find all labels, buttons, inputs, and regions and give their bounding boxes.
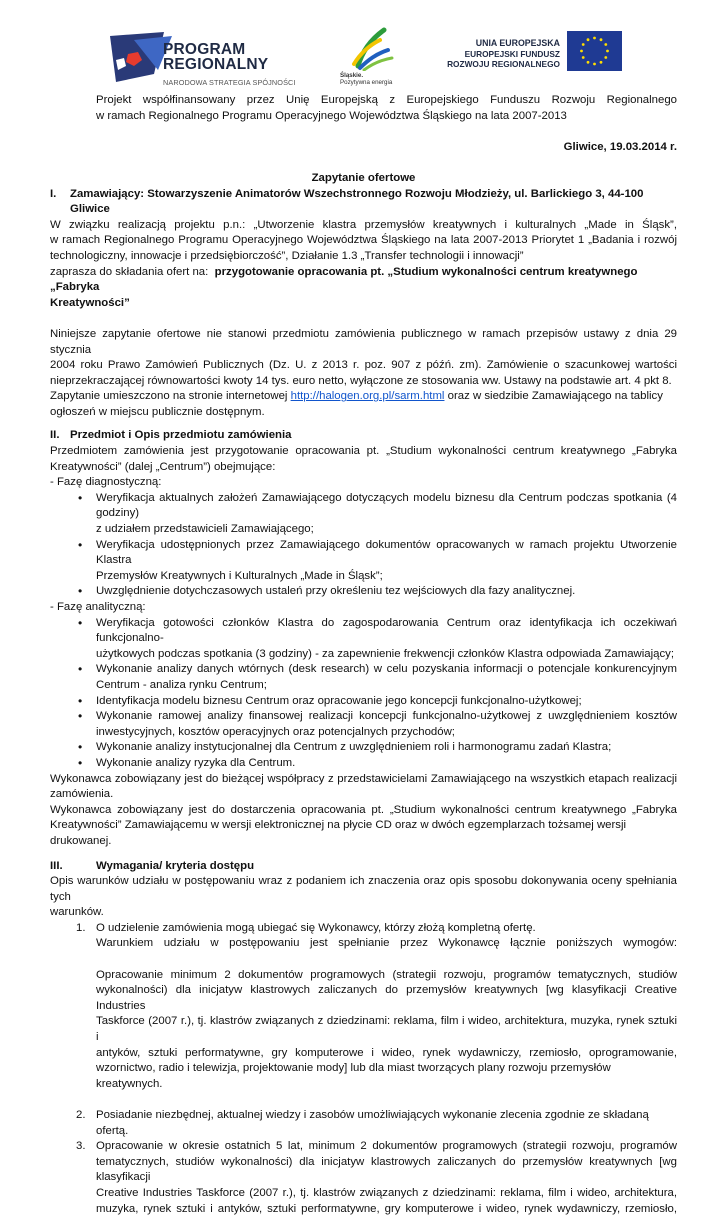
slaskie-name: Śląskie. xyxy=(340,72,364,79)
section-1-line: w ramach Regionalnego Programu Operacyjnego Województwa Śląskiego na lata 2007-2013 Priorytet 1 „Badania i rozwój xyxy=(50,234,677,247)
document-date: Gliwice, 19.03.2014 r. xyxy=(563,140,677,153)
list-item: • Wykonanie analizy danych wtórnych (desk research) w celu pozyskania informacji o potencjale konkurencyjnym Centrum - analiza rynku Centrum; xyxy=(50,662,677,693)
program-subtitle: NARODOWA STRATEGIA SPÓJNOŚCI xyxy=(163,78,296,87)
list-item: • Wykonanie ramowej analizy finansowej realizacji koncepcji funkcjonalno-użytkowej z uwzględnieniem kosztów inwestycyjnych, kosztów operacyjnych oraz potencjalnych przychodów; xyxy=(50,709,677,740)
slaskie-text xyxy=(340,72,410,86)
publication-tail: oraz w siedzibie Zamawiającego na tablicy xyxy=(447,390,663,403)
section-1-number: I. xyxy=(50,187,57,200)
section-1-line: technologiczny, innowacje i przedsiębiorczość”, Działanie 1.3 „Transfer technologii i innowacji” xyxy=(50,249,524,262)
phase-1-list xyxy=(50,491,677,600)
section-3-intro: Opis warunków udziału w postępowaniu wraz z podaniem ich znaczenia oraz opis sposobu dokonywania oceny spełniania tych xyxy=(50,875,677,903)
invitation-line xyxy=(50,265,677,296)
eu-line-1: UNIA EUROPEJSKA xyxy=(475,38,560,48)
list-item: 2. Posiadanie niezbędnej, aktualnej wiedzy i zasobów umożliwiających wykonanie zlecenia zgodnie ze składaną ofertą. xyxy=(76,1109,649,1137)
funding-note-2: w ramach Regionalnego Programu Operacyjnego Województwa Śląskiego na lata 2007-2013 xyxy=(96,109,567,122)
slaskie-slogan: Pozytywna energia xyxy=(340,79,393,87)
legal-note-line: 2004 roku Prawo Zamówień Publicznych (Dz. U. z 2013 r. poz. 907 z późń. zm). Zamówienie o szacunkowej wartości xyxy=(50,359,677,372)
obligation-2: Wykonawca zobowiązany jest do dostarczenia opracowania pt. „Studium wykonalności centrum kreatywnego „Fabryka xyxy=(50,803,677,816)
section-2-title: Przedmiot i Opis przedmiotu zamówienia xyxy=(70,429,292,442)
section-3-title: Wymagania/ kryteria dostępu xyxy=(96,859,255,872)
section-2-number: II. xyxy=(50,429,60,442)
obligation-2-cont: Kreatywności” Zamawiającemu w wersji elektronicznej na płycie CD oraz w dwóch egzemplarzach tożsamej wersji drukowanej. xyxy=(50,819,627,847)
funding-note-1: Projekt współfinansowany przez Unię Europejską z Europejskiego Funduszu Rozwoju Regionalnego xyxy=(96,94,677,106)
list-item: • Wykonanie analizy instytucjonalnej dla Centrum z uwzględnieniem roli i harmonogramu zadań Klastra; xyxy=(50,740,677,756)
requirements-list xyxy=(50,921,677,1217)
section-3-heading xyxy=(50,859,677,875)
publication-line-2: ogłoszeń w miejscu publicznie dostępnym. xyxy=(50,405,265,418)
phase-2-list xyxy=(50,616,677,772)
invitation-lead: zaprasza do składania ofert na: xyxy=(50,265,209,278)
publication-line xyxy=(50,389,677,405)
list-item: • Wykonanie analizy ryzyka dla Centrum. xyxy=(50,756,677,772)
list-item: 3. Opracowanie w okresie ostatnich 5 lat, minimum 2 dokumentów programowych (strategii rozwoju, programów tematycznych, studiów wykonalności) dla inicjatyw klastrowych zaliczanych do przemysłów kreatywnych [wg klasyfikacji Creative Industries Taskforce (2007 r.), tj. klastrów związanych z dziedzinami: reklama, film i wideo, architektura, muzyka, rynek sztuki i antyków, sztuki performatywne, gry komputerowe i wideo, rynek wydawniczy, rzemiosło, xyxy=(76,1140,677,1215)
section-3-number: III. xyxy=(50,859,63,872)
slaskie-logo-icon xyxy=(340,26,400,71)
eu-line-3: ROZWOJU REGIONALNEGO xyxy=(447,59,560,69)
section-3-intro-cont: warunków. xyxy=(50,906,104,919)
eu-text xyxy=(442,38,560,70)
section-1-heading xyxy=(50,187,677,218)
list-item: • Weryfikacja aktualnych założeń Zamawiającego dotyczących modelu biznesu dla Centrum podczas spotkania (4 godziny) z udziałem przedstawicieli Zamawiającego; xyxy=(50,491,677,538)
section-2-intro-cont: Kreatywności” (dalej „Centrum”) obejmujące: xyxy=(50,460,276,473)
program-title-1: PROGRAM xyxy=(163,41,246,58)
publication-lead: Zapytanie umieszczono na stronie internetowej xyxy=(50,390,288,403)
invitation-subject-cont: Kreatywności” xyxy=(50,296,130,309)
list-item: • Uwzględnienie dotychczasowych ustaleń przy określeniu tez wejściowych dla fazy analitycznej. xyxy=(50,584,677,600)
list-item: 1. O udzielenie zamówienia mogą ubiegać się Wykonawcy, którzy złożą kompletną ofertę. Warunkiem udziału w postępowaniu jest spełnianie przez Wykonawcę łącznie poniższych wymogów: Opracowanie minimum 2 dokumentów programowych (strategii rozwoju, programów tematycznych, studiów wykonalności) dla inicjatyw klastrowych zaliczanych do przemysłów kreatywnych [wg klasyfikacji Creative Industries Taskforce (2007 r.), tj. klastrów związanych z dziedzinami: reklama, film i wideo, architektura, muzyka, rynek sztuki i antyków, sztuki performatywne, gry komputerowe i wideo, rynek wydawniczy, rzemiosło, oprogramowanie, wzornictwo, radio i telewizja, projektowanie mody] lub dla miast tworzących plany rozwoju przemysłów kreatywnych. xyxy=(76,921,677,1090)
program-regionalny-text xyxy=(163,42,296,91)
section-2-heading xyxy=(50,428,677,444)
program-title-2: REGIONALNY xyxy=(163,56,269,73)
eu-line-2: EUROPEJSKI FUNDUSZ xyxy=(464,48,560,59)
logo-bar xyxy=(0,0,725,92)
obligation-1: Wykonawca zobowiązany jest do bieżącej współpracy z przedstawicielami Zamawiającego na wszystkich etapach realizacji xyxy=(50,772,677,785)
legal-note-line: Niniejsze zapytanie ofertowe nie stanowi przedmiotu zamówienia publicznego w ramach przepisów ustawy z dnia 29 stycznia xyxy=(50,327,677,356)
phase-1-label: - Fazę diagnostyczną: xyxy=(50,476,162,489)
list-item: • Identyfikacja modelu biznesu Centrum oraz opracowanie jego koncepcji funkcjonalno-użytkowej; xyxy=(50,694,677,710)
section-1-title: Zamawiający: Stowarzyszenie Animatorów Wszechstronnego Rozwoju Młodzieży, ul. Barlickiego 3, 44-100 Gliwice xyxy=(70,187,644,216)
eu-flag-icon xyxy=(567,31,622,71)
document-title: Zapytanie ofertowe xyxy=(311,171,416,184)
section-2-intro: Przedmiotem zamówienia jest przygotowanie opracowania pt. „Studium wykonalności centrum kreatywnego „Fabryka xyxy=(50,445,677,458)
list-item: • Weryfikacja gotowości członków Klastra do zagospodarowania Centrum oraz identyfikacja ich oczekiwań funkcjonalno- użytkowych podczas spotkania (3 godziny) - za zapewnienie frekwencji członków Klastra odpowiada Zamawiający; xyxy=(50,616,677,663)
website-link[interactable]: http://halogen.org.pl/sarm.html xyxy=(290,390,445,403)
invitation-subject: przygotowanie opracowania pt. „Studium wykonalności centrum kreatywnego „Fabryka xyxy=(50,265,638,294)
obligation-1-cont: zamówienia. xyxy=(50,788,114,801)
legal-note-line: nieprzekraczającej równowartości kwoty 14 tys. euro netto, wyłączone ze stosowania ww. Ustawy na podstawie art. 4 pkt 8. xyxy=(50,374,672,387)
document-body xyxy=(50,93,677,1217)
phase-2-label: - Fazę analityczną: xyxy=(50,601,146,613)
list-item: • Weryfikacja udostępnionych przez Zamawiającego dokumentów opracowanych w ramach projektu Utworzenie Klastra Przemysłów Kreatywnych i Kulturalnych „Made in Śląsk”; xyxy=(50,538,677,585)
section-1-line: W związku realizacją projektu p.n.: „Utworzenie klastra przemysłów kreatywnych i kulturalnych „Made in Śląsk”, xyxy=(50,218,677,231)
